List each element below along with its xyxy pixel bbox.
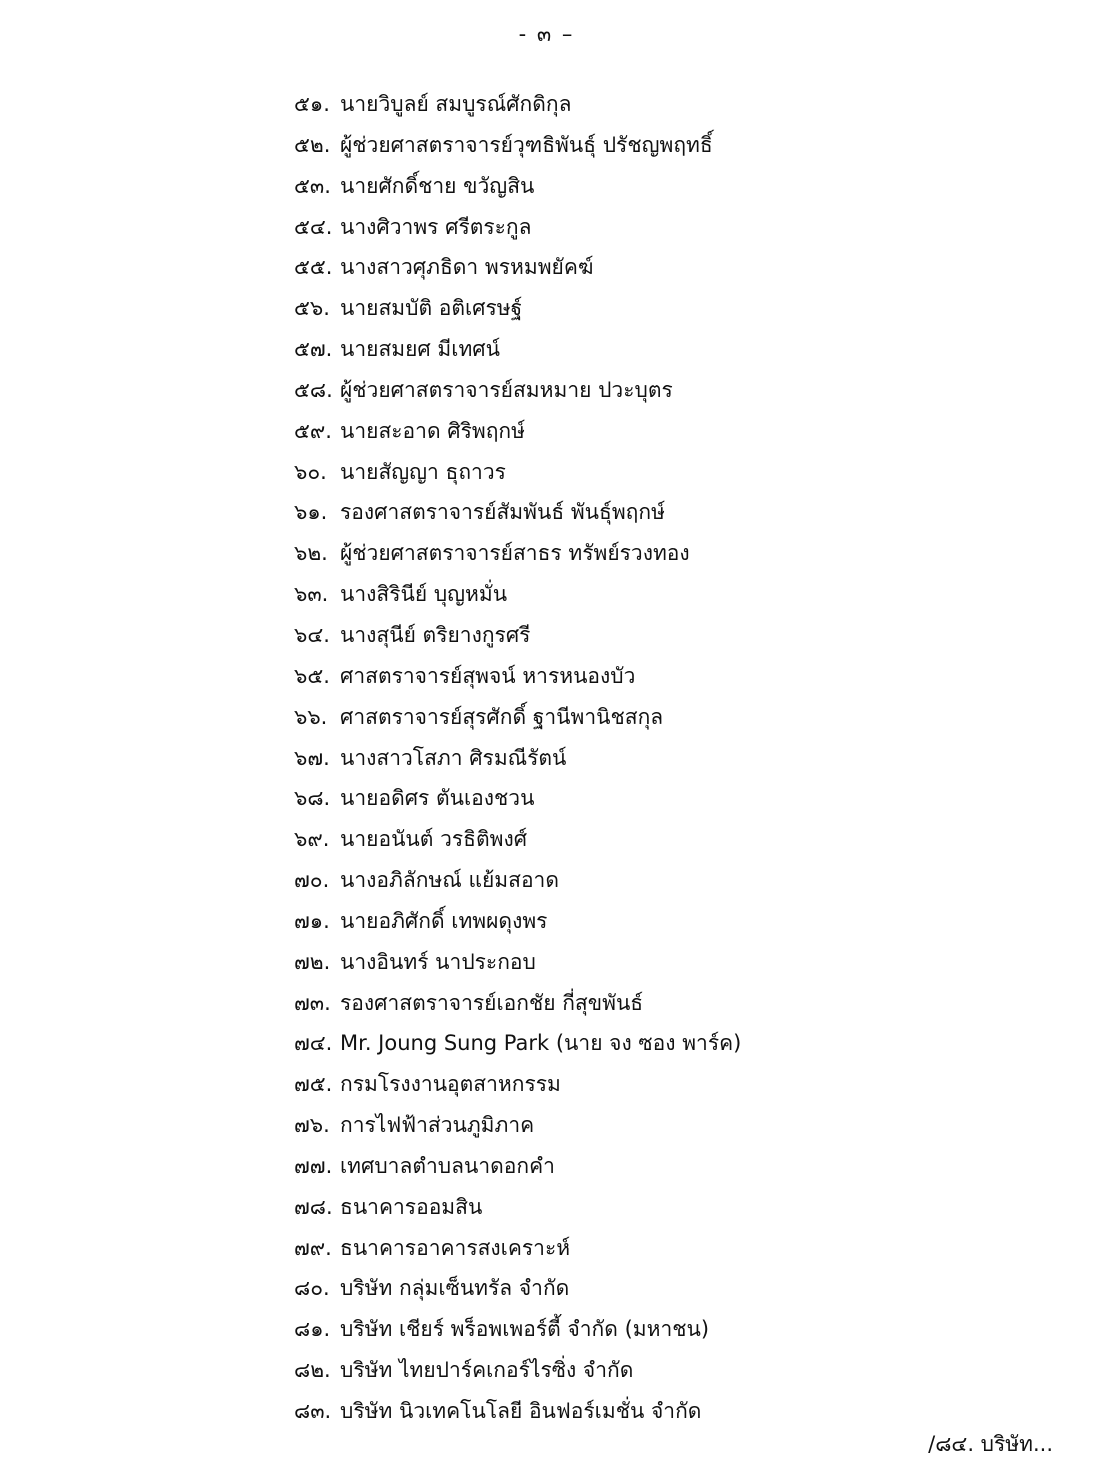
list-item-name: นางอินทร์ นาประกอบ — [340, 949, 536, 974]
list-item-number: ๘๐. — [294, 1276, 330, 1301]
list-item — [294, 452, 741, 493]
list-item-number: ๖๘. — [294, 786, 331, 811]
list-item-name: Mr. Joung Sung Park (นาย จง ซอง พาร์ค) — [340, 1031, 742, 1056]
list-item-number: ๗๓. — [294, 990, 331, 1015]
list-item — [294, 738, 741, 779]
list-item-name: ศาสตราจารย์สุพจน์ หารหนองบัว — [340, 663, 636, 688]
list-item-name: นายสมยศ มีเทศน์ — [340, 337, 500, 362]
list-item — [294, 1187, 741, 1228]
list-item — [294, 1228, 741, 1269]
list-item — [294, 329, 741, 370]
list-item-number: ๖๔. — [294, 622, 330, 647]
list-item-number: ๗๕. — [294, 1072, 333, 1097]
list-item-name: บริษัท นิวเทคโนโลยี อินฟอร์เมชั่น จำกัด — [340, 1399, 702, 1423]
list-item — [294, 860, 741, 901]
list-item-number: ๗๐. — [294, 868, 330, 893]
list-item-name: รองศาสตราจารย์เอกชัย กี่สุขพันธ์ — [340, 990, 644, 1015]
list-item-name: ธนาคารออมสิน — [340, 1194, 483, 1219]
list-item-number: ๘๒. — [294, 1358, 331, 1383]
list-item — [294, 901, 741, 942]
list-item-name: กรมโรงงานอุตสาหกรรม — [340, 1072, 561, 1097]
list-item — [294, 942, 741, 983]
list-item-number: ๘๓. — [294, 1399, 332, 1423]
list-item — [294, 1309, 741, 1350]
list-item — [294, 1146, 741, 1187]
list-item-number: ๗๗. — [294, 1153, 333, 1178]
list-item-name: นายสะอาด ศิริพฤกษ์ — [340, 418, 525, 443]
list-item — [294, 819, 741, 860]
list-item — [294, 615, 741, 656]
list-item-name: การไฟฟ้าส่วนภูมิภาค — [340, 1113, 535, 1138]
list-item — [294, 247, 741, 288]
list-item-name: นางสิรินีย์ บุญหมั่น — [340, 582, 508, 607]
list-item — [294, 1105, 741, 1146]
list-item — [294, 533, 741, 574]
list-item-number: ๖๑. — [294, 500, 328, 525]
list-item-name: นายอภิศักดิ์ เทพผดุงพร — [340, 908, 548, 933]
list-item-name: นายอดิศร ตันเองชวน — [340, 786, 535, 811]
page-number: - ๓ – — [518, 22, 575, 46]
list-item-number: ๕๑. — [294, 92, 330, 116]
list-item-name: บริษัท กลุ่มเซ็นทรัล จำกัด — [340, 1276, 570, 1301]
list-item — [294, 778, 741, 819]
list-item-name: ผู้ช่วยศาสตราจารย์สาธร ทรัพย์รวงทอง — [340, 541, 690, 566]
list-item-name: รองศาสตราจารย์สัมพันธ์ พันธุ์พฤกษ์ — [340, 500, 665, 525]
list-item-name: ผู้ช่วยศาสตราจารย์วุฑธิพันธุ์ ปรัชญพฤทธิ์ — [340, 132, 713, 157]
list-item — [294, 84, 741, 125]
list-item-number: ๕๓. — [294, 173, 331, 198]
continuation-note: /๘๔. บริษัท... — [928, 1432, 1053, 1456]
list-item — [294, 1064, 741, 1105]
list-item-name: นางอภิลักษณ์ แย้มสอาด — [340, 868, 559, 893]
list-item — [294, 492, 741, 533]
list-item-number: ๘๑. — [294, 1317, 331, 1342]
list-item-number: ๗๔. — [294, 1031, 333, 1056]
list-item-number: ๖๗. — [294, 745, 330, 770]
list-item-number: ๗๒. — [294, 949, 331, 974]
list-item-number: ๗๑. — [294, 908, 330, 933]
list-item-name: ธนาคารอาคารสงเคราะห์ — [340, 1235, 571, 1260]
list-item — [294, 370, 741, 411]
list-item-number: ๖๙. — [294, 827, 330, 852]
list-item — [294, 983, 741, 1024]
list-item-name: นายสัญญา ธุถาวร — [340, 459, 506, 484]
list-item-name: นางสาวโสภา ศิรมณีรัตน์ — [340, 745, 567, 770]
list-item — [294, 1350, 741, 1391]
list-item-number: ๗๘. — [294, 1194, 333, 1219]
list-item-name: นายศักดิ์ชาย ขวัญสิน — [340, 173, 535, 198]
list-item — [294, 125, 741, 166]
list-item-name: เทศบาลตำบลนาดอกคำ — [340, 1153, 555, 1178]
list-item-number: ๕๔. — [294, 214, 333, 239]
list-item-number: ๕๘. — [294, 377, 333, 402]
list-item-name: นายวิบูลย์ สมบูรณ์ศักดิกุล — [340, 92, 572, 116]
list-item-number: ๗๙. — [294, 1235, 332, 1260]
list-item — [294, 574, 741, 615]
list-item-number: ๖๒. — [294, 541, 328, 566]
list-item-number: ๕๒. — [294, 132, 331, 157]
list-item — [294, 288, 741, 329]
list-item — [294, 411, 741, 452]
name-list — [294, 84, 741, 1432]
list-item — [294, 656, 741, 697]
list-item-number: ๕๕. — [294, 255, 333, 280]
list-item-name: ศาสตราจารย์สุรศักดิ์ ฐานีพานิชสกุล — [340, 704, 664, 729]
list-item-number: ๖๐. — [294, 459, 327, 484]
list-item — [294, 1023, 741, 1064]
list-item — [294, 207, 741, 248]
list-item-number: ๕๗. — [294, 337, 333, 362]
list-item-number: ๕๖. — [294, 296, 330, 321]
list-item-number: ๕๙. — [294, 418, 332, 443]
list-item-number: ๖๓. — [294, 582, 329, 607]
list-item — [294, 1391, 741, 1432]
list-item-name: บริษัท เชียร์ พร็อพเพอร์ตี้ จำกัด (มหาชน) — [340, 1317, 710, 1342]
list-item — [294, 166, 741, 207]
list-item-number: ๗๖. — [294, 1113, 330, 1138]
list-item-name: นายอนันต์ วรธิติพงศ์ — [340, 827, 528, 852]
list-item-number: ๖๕. — [294, 663, 330, 688]
list-item-name: บริษัท ไทยปาร์คเกอร์ไรซิ่ง จำกัด — [340, 1358, 634, 1383]
list-item-number: ๖๖. — [294, 704, 328, 729]
list-item — [294, 1268, 741, 1309]
list-item-name: นางศิวาพร ศรีตระกูล — [340, 214, 532, 239]
list-item-name: นางสุนีย์ ตริยางกูรศรี — [340, 622, 531, 647]
list-item-name: นางสาวศุภธิดา พรหมพยัคฆ์ — [340, 255, 594, 280]
list-item-name: นายสมบัติ อติเศรษฐ์ — [340, 296, 523, 321]
list-item-name: ผู้ช่วยศาสตราจารย์สมหมาย ปวะบุตร — [340, 377, 673, 402]
list-item — [294, 697, 741, 738]
